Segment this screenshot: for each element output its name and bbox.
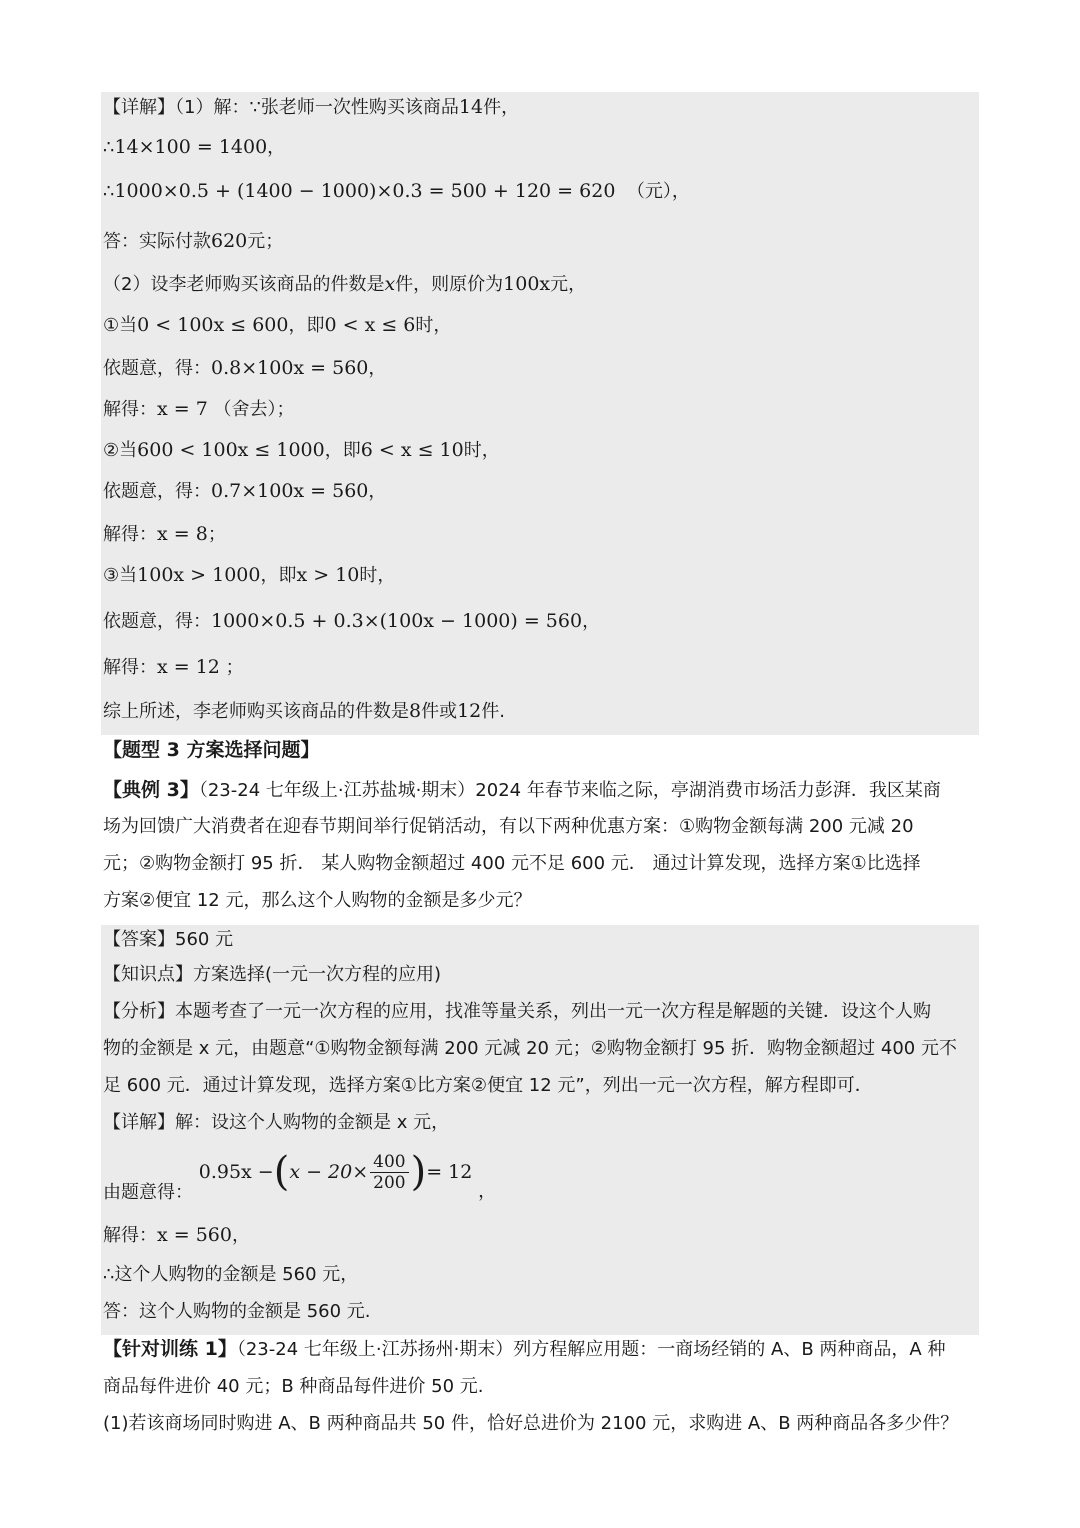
left-paren: ( [273, 1149, 290, 1195]
case1-equation: 依题意，得：0.8×100x = 560， [103, 357, 387, 379]
case3-condition: ③当100x > 1000，即x > 10时， [103, 564, 396, 586]
solution1-line3: ∴1000×0.5 + (1400 − 1000)×0.3 = 500 + 120 = 620 （元）， [103, 180, 690, 202]
fraction: $\frac{400}{200}$ [370, 1152, 408, 1193]
solution3-analysis-line2: 物的金额是 x 元，由题意“①购物金额每满 200 元减 20 元；②购物金额打 95 折．购物金额超过 400 元不 [103, 1038, 957, 1059]
equation-expression: 0.95x −(x − 20× $\frac{400}{200}$ )= 12 [198, 1149, 473, 1195]
solution3-answer: 【答案】560 元 [103, 929, 234, 950]
solution1-summary: 综上所述，李老师购买该商品的件数是8件或12件. [103, 700, 506, 722]
case2-equation: 依题意，得：0.7×100x = 560， [103, 480, 387, 502]
case3-equation: 依题意，得：1000×0.5 + 0.3×(100x − 1000) = 560， [103, 610, 601, 632]
solution3-analysis-line1: 【分析】本题考查了一元一次方程的应用，找准等量关系，列出一元一次方程是解题的关键．设这个人购 [103, 1001, 931, 1022]
solution1-line5: （2）设李老师购买该商品的件数是x件，则原价为100x元， [103, 273, 587, 295]
example3-line3: 元；②购物金额打 95 折． 某人购物金额超过 400 元不足 600 元． 通过计算发现，选择方案①比选择 [103, 853, 921, 874]
training1-line1: 【针对训练 1】（23-24 七年级上·江苏扬州·期末）列方程解应用题：一商场经销的 A、B 两种商品，A 种 [103, 1338, 946, 1360]
case3-solution: 解得：x = 12 ； [103, 656, 244, 678]
solution3-therefore: ∴这个人购物的金额是 560 元， [103, 1264, 359, 1285]
case2-condition: ②当600 < 100x ≤ 1000，即6 < x ≤ 10时， [103, 439, 500, 461]
solution1-line1: 【详解】（1）解：∵张老师一次性购买该商品14件， [103, 96, 520, 118]
solution3-equation: 由题意得： 0.95x −(x − 20× $\frac{400}{200}$ )= 12 ， [103, 1146, 496, 1206]
example3-line2: 场为回馈广大消费者在迎春节期间举行促销活动，有以下两种优惠方案：①购物金额每满 200 元减 20 [103, 816, 914, 837]
case2-solution: 解得：x = 8； [103, 523, 226, 545]
solution3-knowledge: 【知识点】方案选择(一元一次方程的应用) [103, 964, 442, 985]
solution3-final: 答：这个人购物的金额是 560 元. [103, 1301, 371, 1322]
example3-line4: 方案②便宜 12 元，那么这个人购物的金额是多少元？ [103, 890, 532, 911]
solution1-line2: ∴14×100 = 1400， [103, 136, 286, 158]
training1-line3: (1)若该商场同时购进 A、B 两种商品共 50 件，恰好总进价为 2100 元，求购进 A、B 两种商品各多少件？ [103, 1413, 959, 1434]
section-heading: 【题型 3 方案选择问题】 [103, 739, 320, 761]
case1-solution: 解得：x = 7 （舍去）； [103, 398, 295, 420]
training1-line2: 商品每件进价 40 元；B 种商品每件进价 50 元. [103, 1376, 484, 1397]
solution3-detail: 【详解】解：设这个人购物的金额是 x 元， [103, 1112, 450, 1133]
solution3-solution: 解得：x = 560， [103, 1224, 250, 1246]
case1-condition: ①当0 < 100x ≤ 600，即0 < x ≤ 6时， [103, 314, 452, 336]
example3-line1: 【典例 3】（23-24 七年级上·江苏盐城·期末）2024 年春节来临之际，亭湖消费市场活力彭湃．我区某商 [103, 779, 941, 801]
right-paren: ) [410, 1149, 427, 1195]
solution3-analysis-line3: 足 600 元．通过计算发现，选择方案①比方案②便宜 12 元”，列出一元一次方程，解方程即可． [103, 1075, 873, 1096]
solution1-line4: 答：实际付款620元； [103, 230, 284, 252]
